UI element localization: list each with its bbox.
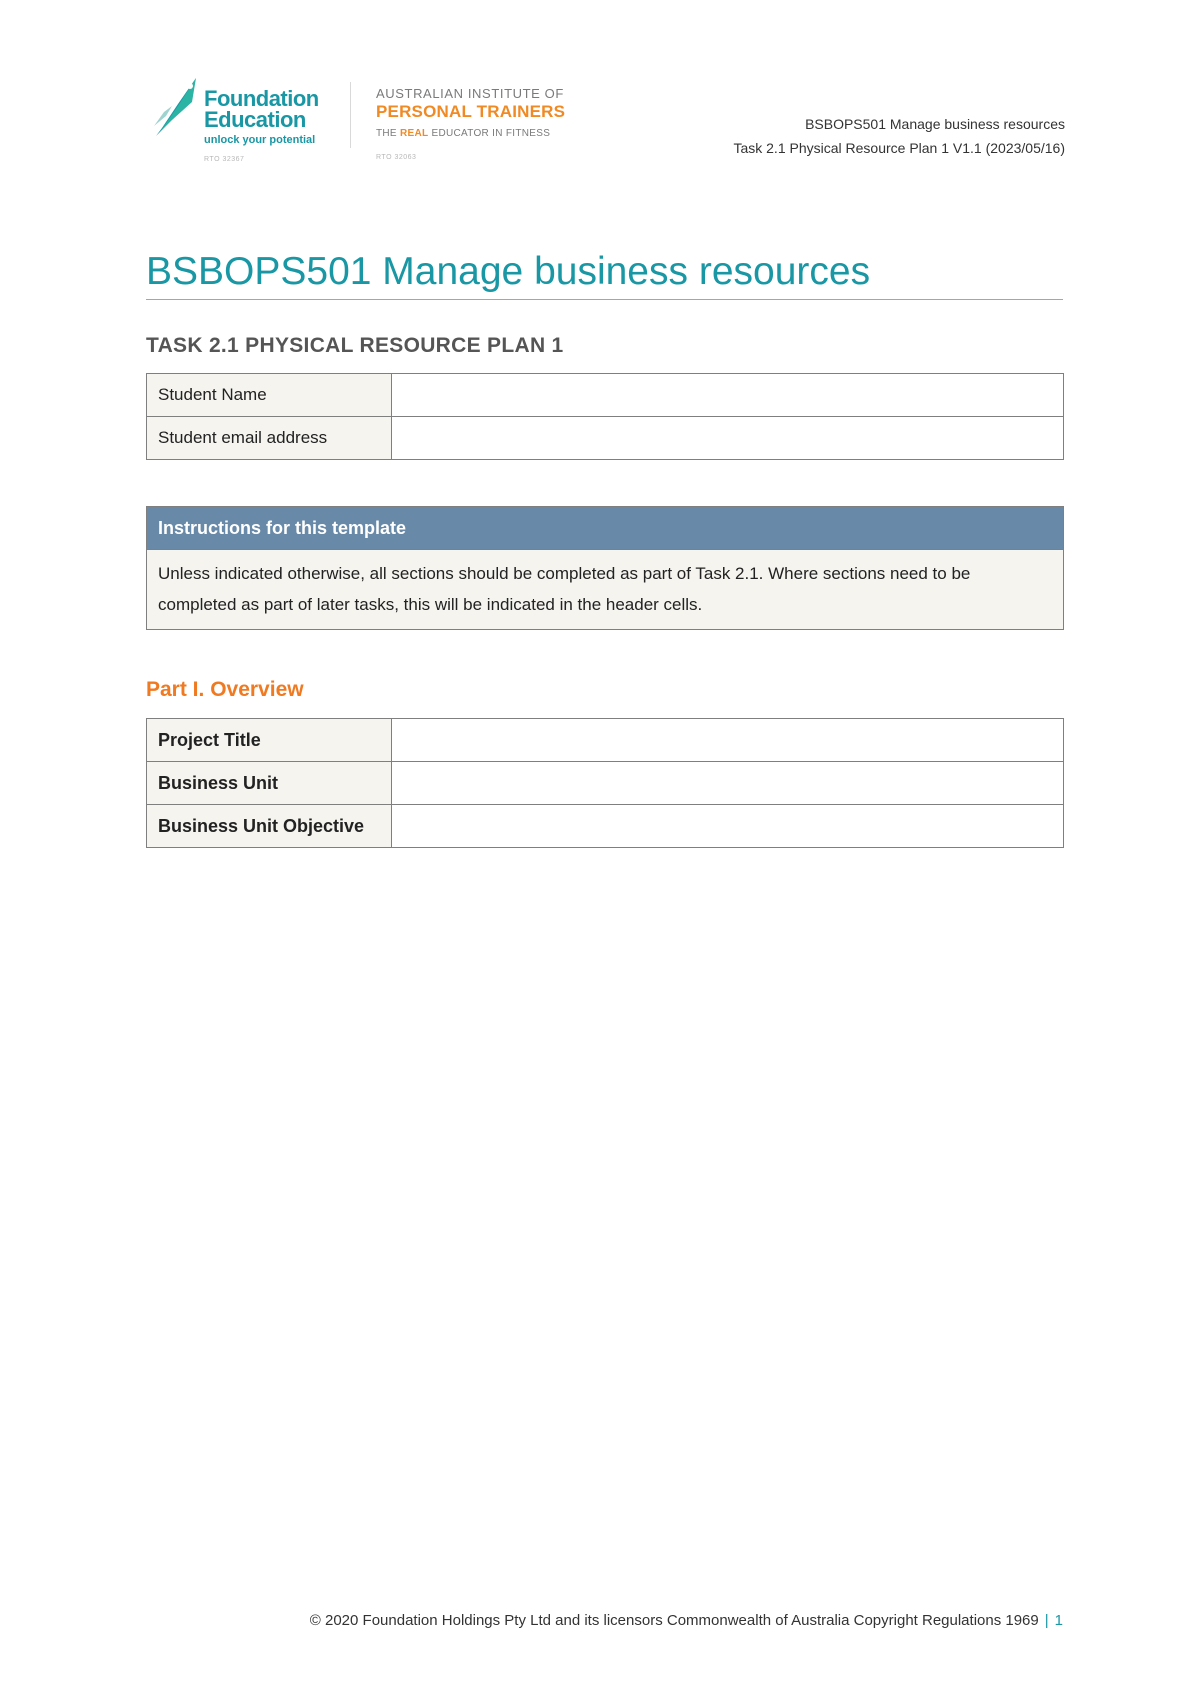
business-unit-field[interactable] <box>392 762 1064 805</box>
table-row <box>147 417 1064 460</box>
aipt-logo-line2: PERSONAL TRAINERS <box>376 102 566 121</box>
footer-text <box>310 1612 1063 1629</box>
project-title-label: Project Title <box>147 719 392 762</box>
table-row <box>147 550 1064 630</box>
page-footer <box>0 1612 1200 1642</box>
table-row <box>147 762 1064 805</box>
task-heading: TASK 2.1 PHYSICAL RESOURCE PLAN 1 <box>146 334 564 357</box>
student-name-label: Student Name <box>147 374 392 417</box>
logo-word-education: Education <box>204 107 306 132</box>
business-unit-label: Business Unit <box>147 762 392 805</box>
document-title: BSBOPS501 Manage business resources <box>146 248 1063 300</box>
table-row <box>147 805 1064 848</box>
page-header <box>0 0 1200 200</box>
student-email-label: Student email address <box>147 417 392 460</box>
page-number: 1 <box>1054 1612 1063 1629</box>
table-row <box>147 374 1064 417</box>
header-doc-code: BSBOPS501 Manage business resources <box>805 116 1065 132</box>
logo-divider <box>350 82 351 148</box>
table-header-row <box>147 507 1064 550</box>
instructions-header: Instructions for this template <box>147 507 1064 550</box>
student-details-table <box>146 373 1064 460</box>
logo-rto-number: RTO 32367 <box>204 156 245 163</box>
business-unit-objective-field[interactable] <box>392 805 1064 848</box>
overview-table <box>146 718 1064 848</box>
business-unit-objective-label: Business Unit Objective <box>147 805 392 848</box>
student-email-field[interactable] <box>392 417 1064 460</box>
instructions-body: Unless indicated otherwise, all sections should be completed as part of Task 2.1. Where sections need to be completed as part of later tasks, this will be indicated in the header cells. <box>147 550 1064 630</box>
table-row <box>147 719 1064 762</box>
pen-nib-icon <box>152 76 200 138</box>
instructions-table <box>146 506 1064 630</box>
aipt-logo <box>376 86 586 166</box>
logo-tagline: unlock your potential <box>204 134 316 146</box>
part1-heading: Part I. Overview <box>146 678 304 701</box>
logo-word-foundation: Foundation <box>204 86 319 111</box>
aipt-rto-number: RTO 32063 <box>376 154 417 161</box>
header-doc-info <box>733 112 1065 160</box>
header-doc-version: Task 2.1 Physical Resource Plan 1 V1.1 (2023/05/16) <box>733 140 1065 156</box>
foundation-education-logo <box>152 74 342 164</box>
aipt-tagline-suffix: EDUCATOR IN FITNESS <box>428 128 551 139</box>
aipt-logo-tagline <box>376 128 550 139</box>
aipt-logo-line1: AUSTRALIAN INSTITUTE OF <box>376 86 564 101</box>
aipt-tagline-real: REAL <box>399 128 429 139</box>
student-name-field[interactable] <box>392 374 1064 417</box>
footer-separator: | <box>1044 1612 1049 1629</box>
project-title-field[interactable] <box>392 719 1064 762</box>
aipt-tagline-prefix: THE <box>376 128 400 139</box>
footer-copyright: © 2020 Foundation Holdings Pty Ltd and its licensors Commonwealth of Australia Copyright Regulations 1969 <box>309 1612 1039 1629</box>
